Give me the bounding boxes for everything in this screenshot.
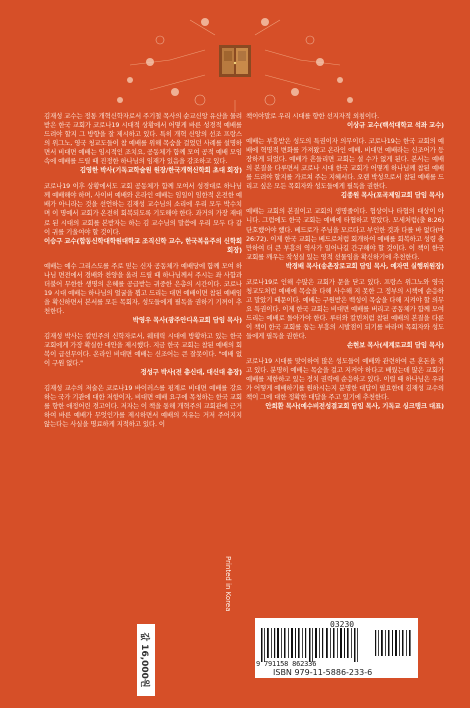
- endorsement-attribution: 김종원 목사(포곡제일교회 담임 목사): [340, 191, 444, 200]
- endorsement-text: 김재성 교수는 정통 개혁신학자로서 주기철 목사의 순교신앙 유산을 물려받은 한국 교회가 코로나19 시대적 상황에서 어떻게 바른 성경적 예배를 드려야 할지 그 방향을 잘 제시하고 있다. 특히 개혁 신앙의 선조 프랑스의 위그노, 영국 청교도들이 참 예배를 위해 목숨을 걸었던 사례를 설명하면서 비대면 예배는 임시적인 조치요, 공동체가 함께 모여 공적 예배 모임 속에 예배를 드릴 때 진정한 하나님의 임재가 있음을 강조하고 있다.: [44, 112, 242, 166]
- endorsement: [44, 332, 242, 377]
- barcode-number: 9 791158 862336: [256, 660, 317, 668]
- church-door-icon: [219, 45, 251, 77]
- endorsement-text: 코로나19 이후 상황에서도 교회 공동체가 함께 모여서 성경대로 하나님께 예배해야 하며, 사이버 예배와 온라인 예배는 임일이 임한적 온전한 예배가 아니라는 것을 선언하는 김재성 교수님의 소리에 우리 모두 박수치며 이 명예서 교회가 온전히 회복되도록 기도해야 한다. 과거의 가장 재대로 된 시대의 교회를 본받자는 하는 김 교수님의 말씀에 우리 모두 다 같이 귀를 기울여야 할 것이다.: [44, 182, 242, 236]
- endorsement-text: 예배는 교회의 본질이고 교회의 생명줄이다. 협상이나 타협의 대상이 아니다. 그럼에도 한국 교회는 예배에 타협하고 말았다. 모세처럼(출 8:26) 단호했어야 했다. 베드로가 주님을 모르다고 부인한 것과 다를 바 없다(마 26:72). 이제 한국 교회는 베드로처럼 회개하여 예배를 회복하고 성령 충만하여 더 큰 부흥의 역사가 일어나길 간구해야 할 것이다. 이 책이 한국 교회를 깨우는 작성실 있는 영적 선물임을 확신하기에 추천한다.: [246, 207, 444, 261]
- endorsement-attribution: 손현보 목사(세계로교회 담임 목사): [346, 341, 444, 350]
- barcode-addon-code: 03230: [330, 620, 355, 629]
- endorsement: [246, 137, 444, 200]
- endorsement-text: 코로나19로 인해 수많은 교회가 문을 닫고 있다. 프랑스 위그노와 영국 청교도처럼 예배에 목숨을 다해 사수해 지 못한 그 정부의 시책에 순응하고 말았기 때문이다. 예배는 구원받은 백성이 목숨을 다해 지켜야 할 의무요 특권이다. 이제 한국 교회는 비대면 예배를 버리고 공동체가 함께 모여 드리는 예배로 돌아가야 한다. 루터와 칼빈처럼 참된 예배의 본질을 다룬 이 책이 한국 교회를 돕는 부흥의 시발점이 되기를 바라며 목회자와 성도들에게 필독을 권한다.: [246, 277, 444, 341]
- endorsement-text: 코로나19 시대를 맞이하여 많은 성도들이 예배와 관련하여 큰 혼돈을 겪고 있다. 분명히 예배는 목숨을 걸고 지켜야 하다고 배웠는데 많은 교회가 예배를 제한하고 있는 정치 권력에 순응하고 있다. 이럴 때 하나님은 우리가 어떻게 예배하기를 원하시는지 분명한 대답이 필요한데 김재성 교수의 책이 그에 대한 정확한 대답을 주고 있기에 추천한다.: [246, 357, 444, 402]
- endorsement-attribution: 정성구 박사(전 총신대, 대신대 총장): [140, 368, 242, 377]
- endorsement: [246, 207, 444, 270]
- isbn-label: ISBN 979-11-5886-233-6: [273, 668, 373, 677]
- endorsement-text: 책이야말로 우리 시대를 향한 선지자적 외침이다.: [246, 112, 380, 120]
- endorsement-attribution: 안희환 목사(예수비전성결교회 담임 목사, 기독교 싱크탱크 대표): [265, 402, 444, 411]
- endorsement-text: 김재성 교수의 저술은 코로나19 바이러스를 핑계로 비대면 예배를 강요하는 국가 기관에 대한 저항이자, 비대면 예배 요구에 목청하는 한국 교회를 향한 애정어린 경고이다. 저자는 이 책을 통해 개혁주의 교회관에 근거하여 바른 예배가 무엇인가를 제시하면서 예배의 지유는 거저 주어지지 않는다는 사실을 명료하게 지적하고 있다. 이: [44, 384, 242, 429]
- decorative-motif: [0, 0, 470, 112]
- endorsement-text: 김재성 박사는 칼빈주의 신학자로서, 웨테릭 시대에 방황하고 있는 한국 교회에게 가장 확실한 대안을 제시했다. 지금 한국 교회는 참된 예배의 회복이 급선무이다. 온라인 비대면 예배는 신조어는 큰 잘못이다. "예배 없이 구원 없다.": [44, 332, 242, 368]
- endorsement: [246, 112, 444, 130]
- endorsement-text: 예배는 예수 그리스도를 주로 믿는 신자 공동체가 예배당에 함께 모여 하나님 면전에서 경배와 찬양을 올려 드릴 때 하나님께서 주시는 좌 사함과 더불어 무한한 생명의 은혜를 공급받는 귀중한 은총의 시간이다. 코로나19 시대 예배는 하나님의 얼굴을 뵙고 드리는 대면 예배이면 참된 예배임을 확신하면서 본서를 모든 목회자, 성도들에게 필독을 권하기 기꺼이 추천한다.: [44, 261, 242, 315]
- endorsement-text: 예배는 부흥받은 성도의 특권이자 의무이다. 코로나19는 한국 교회의 예배에 혁명적 변화를 가져왔고 온라인 예배, 비대면 예배라는 신조어가 등장하게 되었다. 예배가 흔들리면 교회는 설 수가 없게 된다. 본서는 예배의 본질을 다루면서 코로나 시대 한국 교회가 어떻게 하나님께 참된 예배를 드려야 할지를 가르쳐 주는 지혜서다. 오랜 박성으로서 참된 예배를 드리고 싶은 모든 목회자와 성도들에게 필독을 권한다.: [246, 137, 444, 191]
- price-label: 값 16,000원: [137, 624, 155, 696]
- endorsement-attribution: 박경배 목사(송촌장로교회 담임 목사, 예자연 실행위원장): [285, 261, 444, 270]
- endorsement-attribution: 이승구 교수(합동신학대학원대학교 조직신학 교수, 한국복음주의 신학회 회장): [44, 236, 242, 254]
- endorsement: [246, 357, 444, 411]
- endorsement-column-right: [246, 112, 444, 418]
- endorsement-attribution: 김영한 박사(기독교학술원 원장/한국개혁신학회 초대 회장): [79, 166, 242, 175]
- endorsement-attribution: 이상규 교수(백석대학교 석좌 교수): [346, 121, 444, 130]
- endorsement-column-left: [44, 112, 242, 432]
- endorsement: [44, 384, 242, 429]
- endorsement: [44, 112, 242, 175]
- endorsement: [44, 262, 242, 325]
- endorsement-attribution: 박영우 목사(광주안디옥교회 담임 목사): [132, 315, 242, 324]
- endorsement: [246, 278, 444, 350]
- endorsement: [44, 182, 242, 254]
- printed-in-label: Printed in Korea: [224, 556, 232, 612]
